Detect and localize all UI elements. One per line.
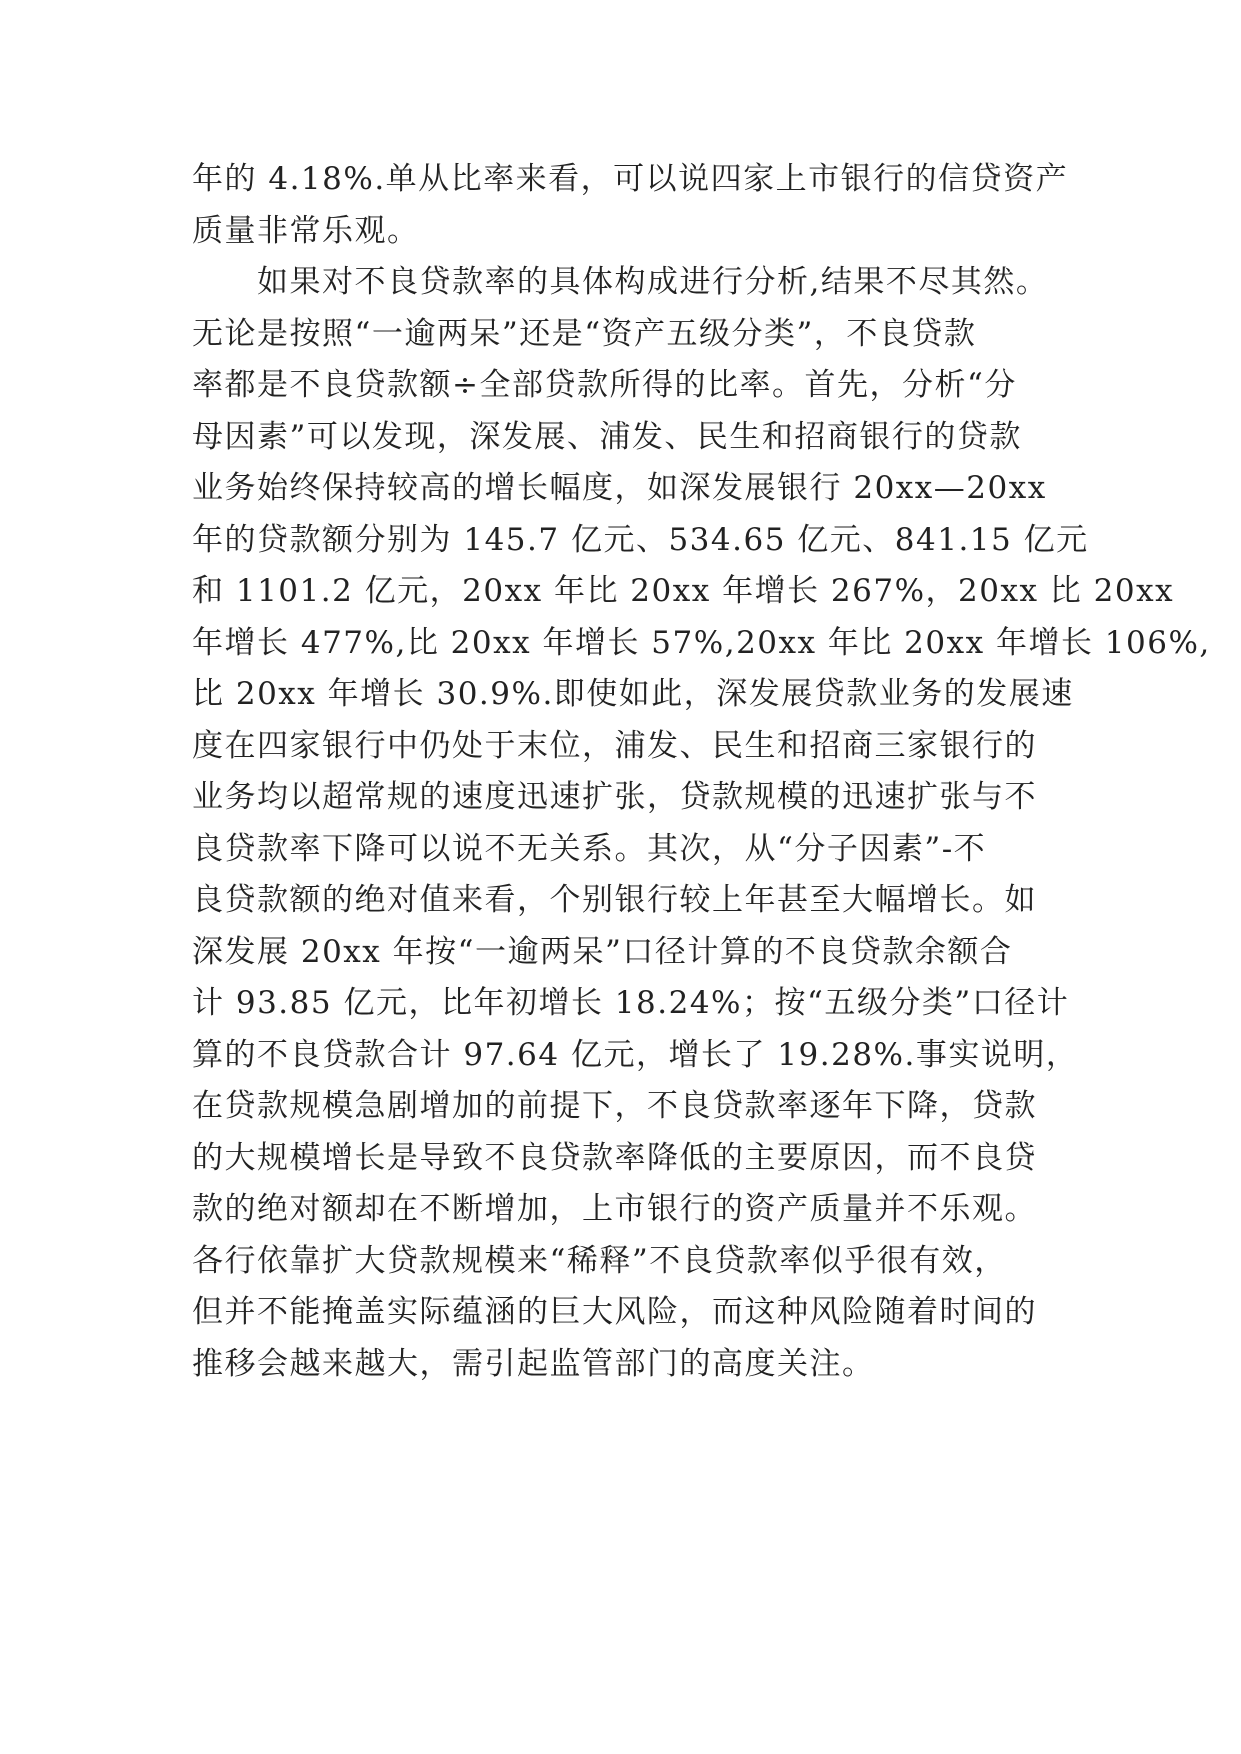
text-line: 质量非常乐观。 [192, 212, 420, 249]
text-line: 算的不良贷款合计 97.64 亿元，增长了 19.28%.事实说明， [192, 1036, 1079, 1073]
text-line: 如果对不良贷款率的具体构成进行分析,结果不尽其然。 [192, 264, 1049, 300]
text-line: 和 1101.2 亿元，20xx 年比 20xx 年增长 267%，20xx 比 20xx [192, 573, 1175, 609]
text-line: 率都是不良贷款额÷全部贷款所得的比率。首先，分析“分 [192, 367, 1017, 403]
body-text [192, 154, 1211, 1390]
text-line: 在贷款规模急剧增加的前提下，不良贷款率逐年下降，贷款 [192, 1088, 1037, 1124]
text-line: 业务始终保持较高的增长幅度，如深发展银行 20xx—20xx [192, 470, 1047, 506]
text-line: 度在四家银行中仍处于末位，浦发、民生和招商三家银行的 [192, 727, 1037, 764]
text-line: 母因素”可以发现，深发展、浦发、民生和招商银行的贷款 [192, 418, 1022, 455]
text-line: 良贷款率下降可以说不无关系。其次，从“分子因素”-不 [192, 830, 987, 867]
text-line: 业务均以超常规的速度迅速扩张，贷款规模的迅速扩张与不 [192, 779, 1037, 815]
text-line: 款的绝对额却在不断增加，上市银行的资产质量并不乐观。 [192, 1191, 1037, 1227]
text-line: 无论是按照“一逾两呆”还是“资产五级分类”，不良贷款 [192, 315, 977, 352]
text-line: 良贷款额的绝对值来看，个别银行较上年甚至大幅增长。如 [192, 882, 1037, 918]
text-line: 的大规模增长是导致不良贷款率降低的主要原因，而不良贷 [192, 1139, 1037, 1176]
text-line: 各行依靠扩大贷款规模来“稀释”不良贷款率似乎很有效， [192, 1242, 1007, 1279]
text-line: 推移会越来越大，需引起监管部门的高度关注。 [192, 1345, 875, 1382]
text-line: 比 20xx 年增长 30.9%.即使如此，深发展贷款业务的发展速 [192, 676, 1074, 712]
text-line: 年的贷款额分别为 145.7 亿元、534.65 亿元、841.15 亿元 [192, 521, 1089, 558]
text-line: 但并不能掩盖实际蕴涵的巨大风险，而这种风险随着时间的 [192, 1294, 1037, 1330]
text-line: 深发展 20xx 年按“一逾两呆”口径计算的不良贷款余额合 [192, 933, 1013, 970]
text-line: 计 93.85 亿元，比年初增长 18.24%；按“五级分类”口径计 [192, 985, 1070, 1021]
text-line: 年增长 477%,比 20xx 年增长 57%,20xx 年比 20xx 年增长 106%, [192, 624, 1211, 661]
text-line: 年的 4.18%.单从比率来看，可以说四家上市银行的信贷资产 [192, 161, 1069, 197]
